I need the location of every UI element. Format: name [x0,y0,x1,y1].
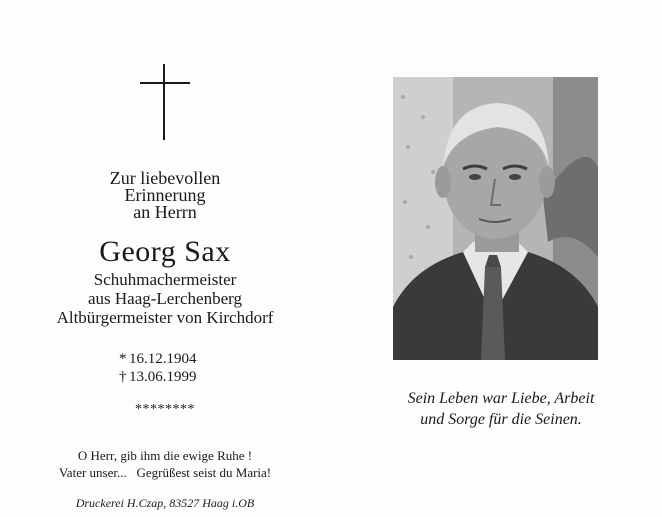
printer-credit: Druckerei H.Czap, 83527 Haag i.OB [75,496,255,510]
prayer-line-1: O Herr, gib ihm die ewige Ruhe ! [77,448,253,463]
intro-line-1: Zur liebevollen [109,168,221,188]
death-date: 13.06.1999 [129,369,197,385]
life-dates [119,350,239,386]
intro-line-3: an Herrn [133,202,197,222]
birth-symbol: * [119,351,127,367]
birth-row [119,350,239,368]
quote-line-1: Sein Leben war Liebe, Arbeit [407,390,595,407]
role-line-2: aus Haag-Lerchenberg [87,289,243,308]
deceased-name: Georg Sax [99,235,231,268]
roles-text [0,270,330,327]
intro-line-2: Erinnerung [124,185,206,205]
death-symbol: † [119,369,127,385]
memorial-quote [370,388,632,430]
portrait-illustration [393,77,598,360]
separator-stars: ******** [135,402,195,417]
portrait-photo [393,77,598,360]
intro-text [0,170,330,221]
birth-date: 16.12.1904 [129,351,197,367]
cross-icon [140,64,190,140]
role-line-3: Altbürgermeister von Kirchdorf [56,308,274,327]
role-line-1: Schuhmachermeister [93,270,237,289]
prayer-line-2: Vater unser... Gegrüßest seist du Maria! [58,465,272,480]
text-column [0,0,330,517]
quote-line-2: und Sorge für die Seinen. [420,411,582,428]
prayer-text [0,447,330,481]
death-row [119,368,239,386]
